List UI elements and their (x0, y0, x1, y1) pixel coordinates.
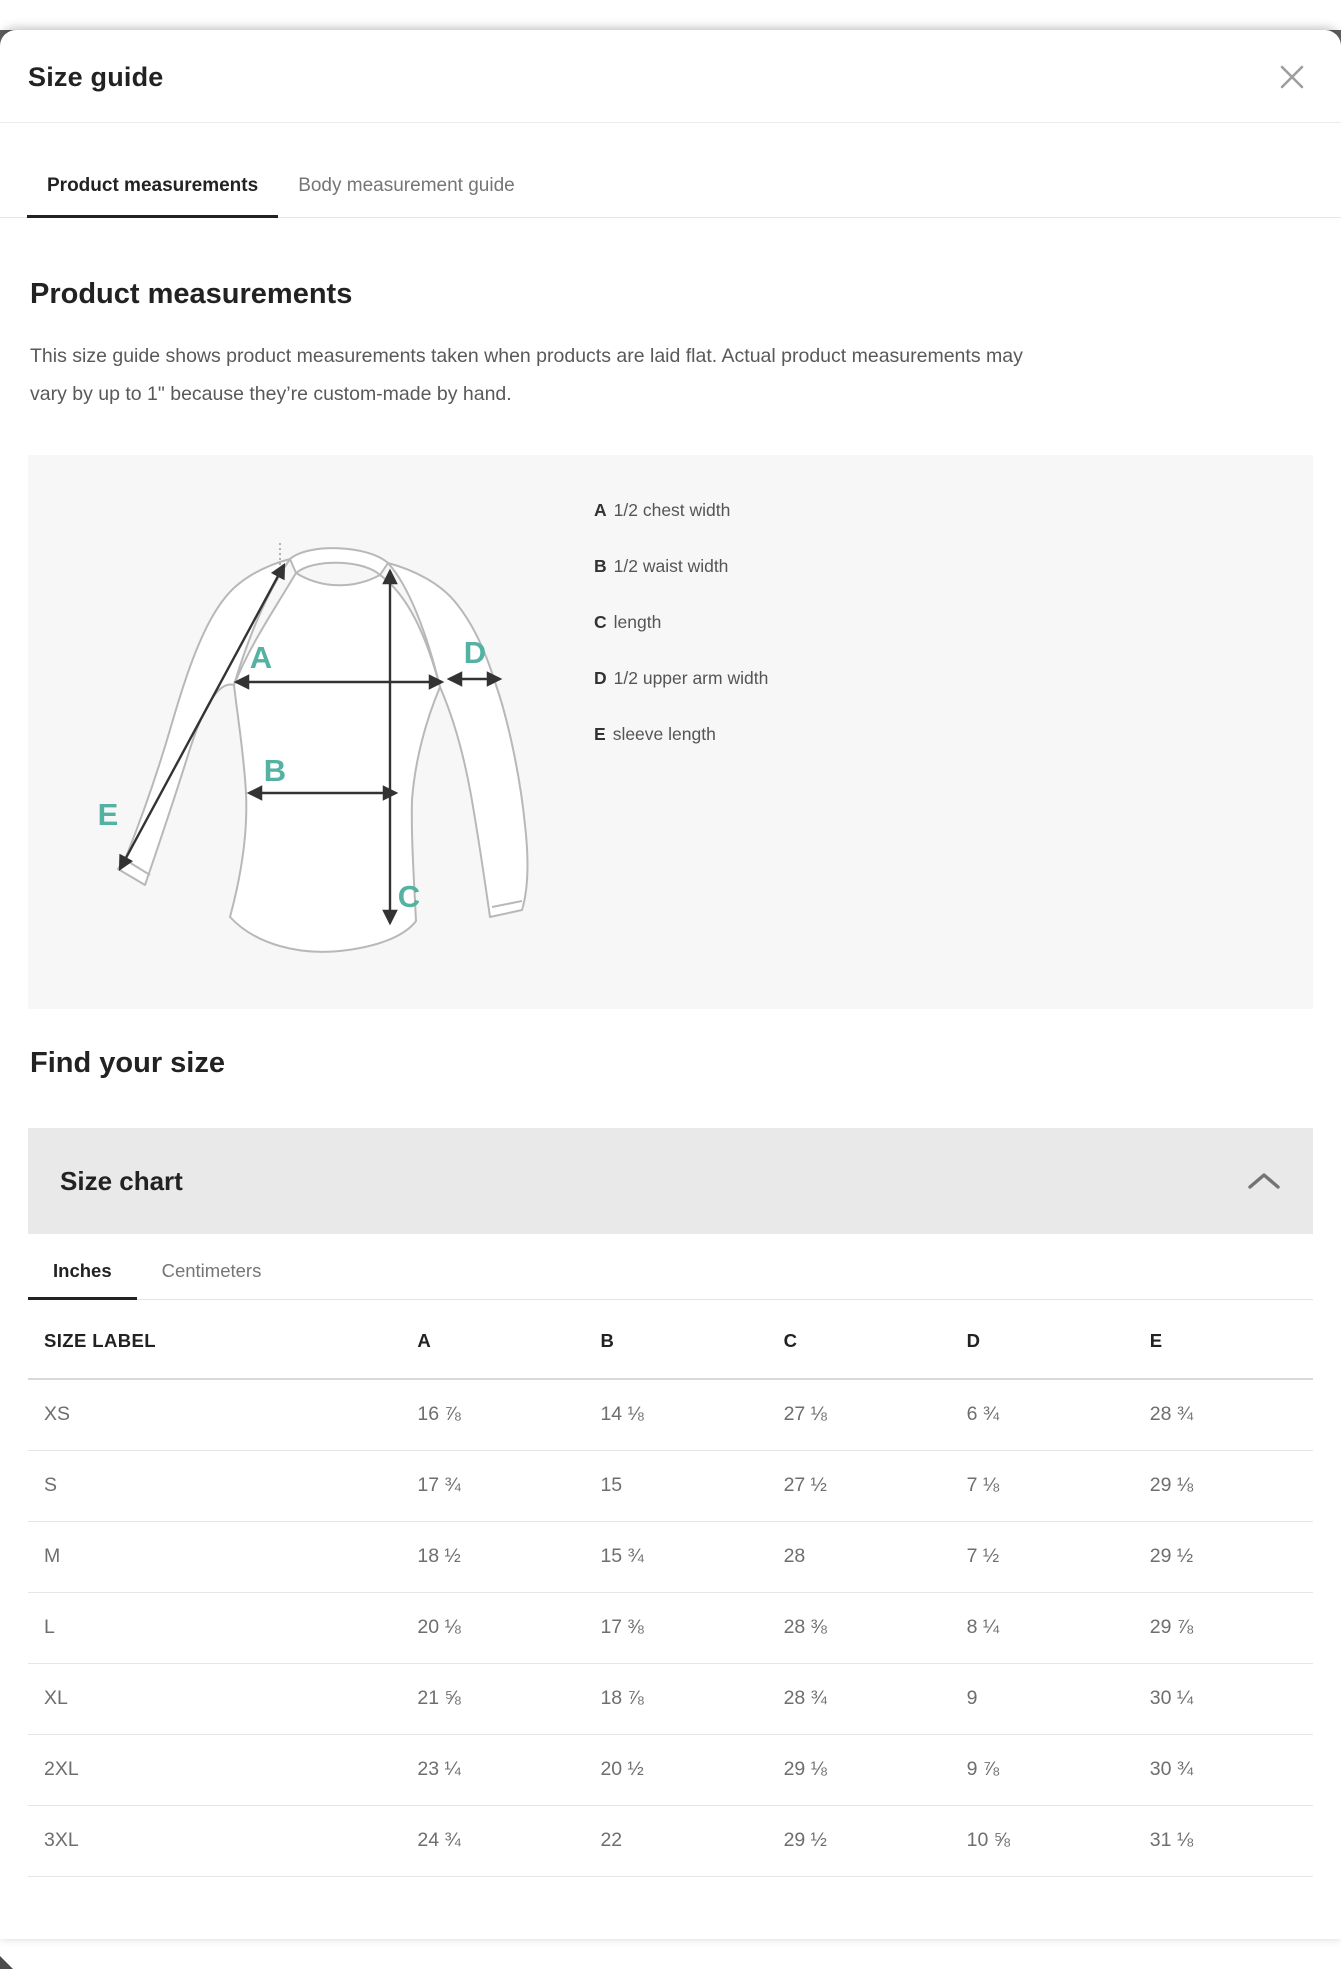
legend-item (594, 555, 768, 578)
table-row (28, 1379, 1313, 1451)
column-header-size-label: SIZE LABEL (28, 1300, 417, 1379)
column-header-d: D (967, 1300, 1150, 1379)
measure-cell: 30 ¾ (1150, 1735, 1313, 1806)
unit-tabs (28, 1246, 1313, 1300)
legend-item (594, 611, 768, 634)
measure-cell: 21 ⅝ (417, 1664, 600, 1735)
column-header-a: A (417, 1300, 600, 1379)
measure-cell: 28 ¾ (784, 1664, 967, 1735)
diagram-letter-a: A (249, 640, 273, 675)
measure-cell: 9 ⅞ (967, 1735, 1150, 1806)
measure-cell: 18 ⅞ (600, 1664, 783, 1735)
measure-cell: 28 ¾ (1150, 1379, 1313, 1451)
chevron-up-icon (1247, 1172, 1281, 1190)
measure-cell: 16 ⅞ (417, 1379, 600, 1451)
table-row (28, 1593, 1313, 1664)
measure-cell: 28 (784, 1522, 967, 1593)
legend-label: 1/2 chest width (613, 500, 731, 520)
measure-cell: 8 ¼ (967, 1593, 1150, 1664)
size-guide-tabs (0, 161, 1341, 218)
measure-cell: 20 ½ (600, 1735, 783, 1806)
measure-cell: 28 ⅜ (784, 1593, 967, 1664)
tab-centimeters[interactable]: Centimeters (137, 1246, 287, 1300)
measure-cell: 29 ½ (1150, 1522, 1313, 1593)
size-label-cell: XS (28, 1379, 417, 1451)
column-header-e: E (1150, 1300, 1313, 1379)
table-row (28, 1522, 1313, 1593)
diagram-letter-e: E (97, 797, 119, 832)
legend-key: B (594, 556, 607, 576)
measure-cell: 29 ⅛ (1150, 1451, 1313, 1522)
product-measurements-heading: Product measurements (30, 278, 353, 310)
measure-cell: 15 ¾ (600, 1522, 783, 1593)
legend-item (594, 499, 768, 522)
size-label-cell: M (28, 1522, 417, 1593)
product-measurements-description: This size guide shows product measurements taken when products are laid flat. Actual product measurements may vary by up to 1" because they’re custom-made by hand. (30, 345, 1023, 405)
measure-cell: 29 ⅛ (784, 1735, 967, 1806)
legend-key: E (594, 724, 606, 744)
measure-cell: 31 ⅛ (1150, 1806, 1313, 1877)
legend-label: length (613, 612, 662, 632)
legend-key: D (594, 668, 607, 688)
measure-cell: 9 (967, 1664, 1150, 1735)
find-your-size-heading: Find your size (30, 1047, 225, 1079)
measure-cell: 17 ¾ (417, 1451, 600, 1522)
legend-item (594, 723, 768, 746)
measure-cell: 15 (600, 1451, 783, 1522)
size-label-cell: S (28, 1451, 417, 1522)
table-header-row (28, 1300, 1313, 1379)
measure-cell: 14 ⅛ (600, 1379, 783, 1451)
table-row (28, 1664, 1313, 1735)
measure-cell: 22 (600, 1806, 783, 1877)
legend-label: sleeve length (612, 724, 716, 744)
measure-cell: 27 ½ (784, 1451, 967, 1522)
size-chart-accordion-header[interactable] (28, 1128, 1313, 1234)
measure-cell: 17 ⅜ (600, 1593, 783, 1664)
table-row (28, 1735, 1313, 1806)
backdrop-corner-artifact (0, 1956, 13, 1969)
modal-header (0, 30, 1341, 123)
diagram-letter-c: C (397, 879, 421, 914)
size-label-cell: L (28, 1593, 417, 1664)
measure-cell: 29 ½ (784, 1806, 967, 1877)
modal-content (0, 278, 1341, 1877)
measure-cell: 27 ⅛ (784, 1379, 967, 1451)
size-label-cell: 2XL (28, 1735, 417, 1806)
measure-cell: 30 ¼ (1150, 1664, 1313, 1735)
size-label-cell: 3XL (28, 1806, 417, 1877)
measurement-diagram-panel (28, 455, 1313, 1009)
legend-label: 1/2 upper arm width (613, 668, 769, 688)
size-chart-table (28, 1300, 1313, 1877)
legend-item (594, 667, 768, 690)
tab-body-measurement-guide[interactable]: Body measurement guide (278, 161, 535, 218)
tab-product-measurements[interactable]: Product measurements (27, 161, 278, 218)
measure-cell: 18 ½ (417, 1522, 600, 1593)
diagram-letter-d: D (463, 635, 487, 670)
measure-cell: 7 ½ (967, 1522, 1150, 1593)
measure-cell: 29 ⅞ (1150, 1593, 1313, 1664)
measure-cell: 20 ⅛ (417, 1593, 600, 1664)
column-header-b: B (600, 1300, 783, 1379)
legend-key: C (594, 612, 607, 632)
shirt-outline (118, 548, 527, 952)
measure-cell: 6 ¾ (967, 1379, 1150, 1451)
close-icon (1277, 62, 1307, 92)
close-button[interactable] (1271, 56, 1313, 98)
size-chart-title: Size chart (60, 1165, 183, 1196)
modal-title: Size guide (28, 61, 164, 92)
shirt-diagram (28, 455, 588, 1009)
measure-cell: 24 ¾ (417, 1806, 600, 1877)
table-row (28, 1806, 1313, 1877)
legend-label: 1/2 waist width (613, 556, 729, 576)
measurement-legend (588, 455, 768, 1009)
size-guide-modal (0, 30, 1341, 1939)
legend-key: A (594, 500, 607, 520)
tab-inches[interactable]: Inches (28, 1246, 137, 1300)
measure-cell: 7 ⅛ (967, 1451, 1150, 1522)
size-label-cell: XL (28, 1664, 417, 1735)
measure-cell: 23 ¼ (417, 1735, 600, 1806)
measure-cell: 10 ⅝ (967, 1806, 1150, 1877)
diagram-letter-b: B (263, 753, 287, 788)
column-header-c: C (784, 1300, 967, 1379)
table-row (28, 1451, 1313, 1522)
